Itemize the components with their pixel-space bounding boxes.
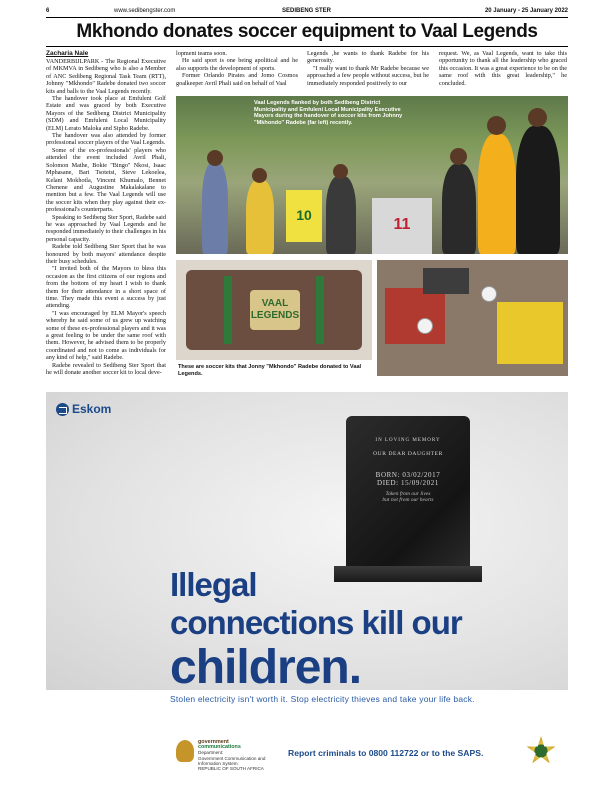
article-column-4	[439, 50, 567, 87]
gcis-name: government	[198, 739, 229, 745]
eskom-logo	[56, 402, 111, 416]
gcis-sub: REPUBLIC OF SOUTH AFRICA	[198, 766, 264, 772]
headline: Mkhondo donates soccer equipment to Vaal Legends	[76, 21, 538, 42]
paragraph: Radebe revealed to Sedibeng Ster Sport that he will donate another soccer kit to local deve-	[46, 361, 166, 377]
tombstone-line: IN LOVING MEMORY	[375, 438, 441, 443]
paragraph: Legends ,he wants to thank Radebe for his generosity.	[307, 50, 429, 65]
gcis-logo	[176, 740, 276, 774]
article-column-1	[46, 58, 166, 376]
slogan-line: Illegal	[170, 566, 257, 603]
paragraph: lopment teams soon.	[176, 50, 228, 57]
bag-logo: VAAL LEGENDS	[250, 290, 300, 330]
person-head	[487, 116, 506, 135]
person	[442, 164, 476, 254]
paragraph: The handover was also attended by former professional soccer players of the Vaal Legends.	[46, 132, 166, 147]
report-criminals-line: Report criminals to 0800 112722 or to the SAPS.	[288, 748, 484, 758]
bag-stripe	[316, 276, 324, 344]
ball	[417, 318, 433, 334]
person-head	[333, 164, 348, 179]
tombstone-epitaph: but not from our hearts	[382, 497, 434, 503]
person	[326, 176, 356, 254]
paragraph: VANDERBIJLPARK - The Regional Executive of MKMVA in Sedibeng who is also a Member of ANC Sedibeng Regional Task Team (RTT), Johnny "Mkhondo" Radebe donated two soccer kits and balls to the Vaal Legends recently.	[46, 58, 166, 95]
paragraph: The handover took place at Emfuleni Golf Estate and was graced by both Executive Mayors of the Sedibeng District Municipality (SDM) and Emfuleni Local Municipality (ELM) Lerato Maloka and Sipho Radebe.	[46, 95, 166, 132]
issue-date: 20 January - 25 January 2022	[484, 8, 568, 14]
kits-photo	[377, 260, 568, 376]
paragraph: Radebe told Sedibeng Ster Sport that he was honoured by both mayors' attendance despite their busy schedules.	[46, 243, 166, 265]
saps-star-icon	[526, 736, 556, 766]
red-jersey: 11	[372, 198, 432, 254]
paragraph: Some of the ex-professionals' players who attended the event included Avril Phali, Solomon Mathe, Bokie "Bingo" Nkosi, Isaac Mphasane, Bari Tsotetsi, Steve Lekoelea, Kelani Mokhotla, Vincent Khumalo, Bennet Chenene and Augustine Makalakalane to mention but a few. The Vaal Legends will use the soccer kits when they play against their ex-professional's counterparts.	[46, 146, 166, 214]
paragraph: He said sport is one being apolitical and he also supports the development of sports.	[176, 57, 298, 72]
tombstone-epitaph: Taken from our lives	[385, 491, 431, 497]
kits-photo-caption: These are soccer kits that Jonny "Mkhondo" Radebe donated to Vaal Legends.	[178, 364, 362, 377]
gcis-dept: communications	[198, 744, 241, 751]
article-column-3	[307, 50, 429, 87]
top-rule	[46, 17, 568, 18]
bag-stripe	[224, 276, 232, 344]
tombstone	[346, 416, 470, 566]
eskom-brand: Eskom	[72, 402, 112, 416]
gcis-sub: Department:	[198, 750, 224, 756]
paragraph: "I was encouraged by ELM Mayor's speech whereby he said some of us grew up watching some of these ex-professional players and it was a great feeling to be under the same roof with them. However, he advised them to be properly coordinated and not to come as individuals for any kind of help," said Radebe.	[46, 309, 166, 362]
paragraph: request. We, as Vaal Legends, want to take this opportunity to thank all the leadership who graced this occasion. It was a great experience to be on the same roof with this great leadership," he concluded.	[439, 50, 567, 87]
gcis-text	[198, 740, 276, 771]
person	[202, 162, 228, 254]
group-photo-caption: Vaal Legends flanked by both Sedibeng District Municipality and Emfuleni Local Municipality Executive Mayors during the handover of soccer kits from Johnny "Mkhondo" Radebe (far left) recently.	[254, 100, 403, 126]
person-head	[528, 108, 547, 127]
article-column-2	[176, 50, 298, 87]
advert-tagline: Stolen electricity isn't worth it. Stop electricity thieves and take your life back.	[170, 694, 475, 704]
website-url[interactable]: www.sedibengster.com	[114, 8, 176, 14]
headline-rule	[46, 46, 568, 47]
eskom-advert	[46, 392, 568, 786]
paragraph: "I really want to thank Mr Radebe because we approached a few people without success, but he immediately responded positively to our	[307, 64, 429, 87]
paragraph: "I invited both of the Mayors to bless this occasion as the first citizens of our regions and from the bottom of my heart I wish to thank them for their attendance in a short space of time. They made this event a success by just attending.	[46, 265, 166, 310]
paragraph: Former Orlando Pirates and Jomo Cosmos goalkeeper Avril Phali said on behalf of Vaal	[176, 72, 298, 87]
person	[478, 134, 516, 254]
tombstone-line: OUR DEAR DAUGHTER	[373, 451, 443, 457]
ball	[481, 286, 497, 302]
table	[385, 288, 445, 344]
coat-of-arms-icon	[176, 740, 194, 762]
yellow-jersey: 10	[286, 190, 322, 242]
tombstone-died: DIED: 15/09/2021	[377, 479, 439, 487]
slogan-line: children.	[170, 641, 362, 694]
byline: Zacharia Nale	[46, 50, 89, 57]
person	[246, 180, 274, 254]
kit-bag	[186, 270, 362, 350]
person	[516, 126, 560, 254]
group-photo	[176, 96, 568, 254]
slogan-line: connections kill our	[170, 604, 462, 641]
gcis-sub: Government Communication and Information System	[198, 755, 266, 766]
page-number: 6	[46, 8, 50, 14]
eskom-logo-icon	[56, 403, 69, 416]
kit-bag-photo	[176, 260, 372, 360]
paper-name: SEDIBENG STER	[282, 8, 332, 14]
person-head	[252, 168, 267, 183]
person-head	[207, 150, 223, 166]
paragraph: Speaking to Sedibeng Ster Sport, Radebe said he was approached by Vaal Legends and he responded immediately to their challenges in his personal capacity.	[46, 213, 166, 243]
bag	[423, 268, 469, 294]
tombstone-base	[334, 566, 482, 582]
tombstone-born: BORN: 03/02/2017	[375, 471, 441, 479]
person-head	[450, 148, 467, 165]
yellow-jerseys	[497, 302, 563, 364]
